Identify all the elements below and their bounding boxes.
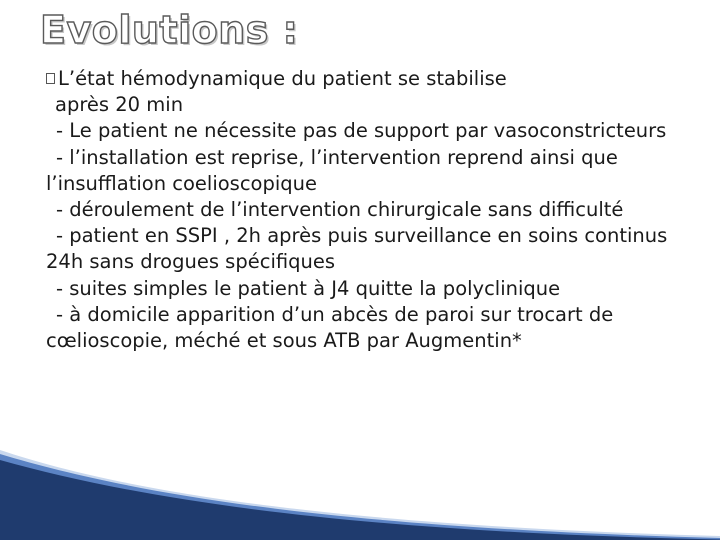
- list-item: - à domicile apparition d’un abcès de paroi sur trocart de cœlioscopie, méché et sous ATB par Augmentin*: [46, 302, 614, 353]
- slide-body: [46, 66, 706, 354]
- list-item: - patient en SSPI , 2h après puis surveillance en soins continus 24h sans drogues spécifiques: [46, 224, 668, 274]
- wave-dark: [0, 460, 720, 540]
- list-item: - Le patient ne nécessite pas de support par vasoconstricteurs: [56, 119, 667, 143]
- square-bullet-icon: [46, 73, 55, 84]
- list-item: - l’installation est reprise, l’intervention reprend ainsi que l’insufflation coelioscopique: [46, 145, 618, 195]
- wave-decoration: [0, 450, 720, 540]
- lead-line-2: après 20 min: [55, 93, 184, 117]
- slide-title: Evolutions :: [40, 8, 299, 52]
- lead-line-1: L’état hémodynamique du patient se stabilise: [58, 67, 507, 90]
- list-item: - déroulement de l’intervention chirurgicale sans difficulté: [56, 198, 624, 222]
- lead-paragraph: [46, 66, 706, 118]
- list-item: - suites simples le patient à J4 quitte la polyclinique: [56, 276, 561, 300]
